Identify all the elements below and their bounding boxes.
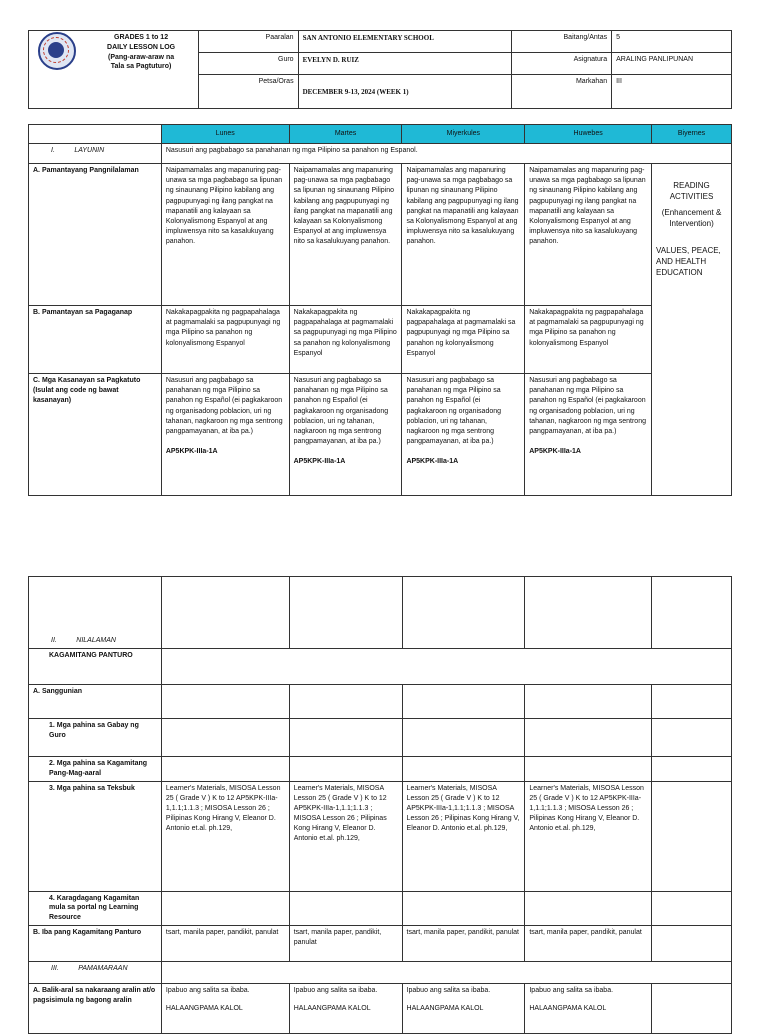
iba-label: B. Iba pang Kagamitang Panturo <box>29 925 162 961</box>
row-a-cell-martes: Naipamamalas ang mapanuring pag-unawa sa mga pagbabago sa lipunan ng sinaunang Pilipino kabilang ang pagpupunyagi ng ilang pangkat na mapanatili ang kalayaan sa Kolonyalismong Espanyol at ang impluwensya nito sa kasalukuyang panahon. <box>289 164 402 306</box>
balik-cell-martes <box>289 983 402 1033</box>
day-header-huwebes: Huwebes <box>525 125 652 144</box>
title-line-3: (Pang-araw-araw na <box>107 53 175 61</box>
baitang-label: Baitang/Antas <box>512 31 612 53</box>
lesson-table-page1 <box>28 124 732 496</box>
friday-line-5: VALUES, PEACE, <box>656 245 721 255</box>
row-b-label: B. Pamantayan sa Pagaganap <box>29 306 162 374</box>
friday-line-7: EDUCATION <box>656 268 703 278</box>
row-c-code: AP5KPK-IIIa-1A <box>529 447 581 455</box>
row-b-cell-martes: Nakakapagpakita ng pagpapahalaga at pagmamalaki sa pagpupunyagi ng mga Pilipino sa panahon ng kolonyalismong Espanyol <box>289 306 402 374</box>
layunin-label: I. LAYUNIN <box>29 144 162 164</box>
balik-scrambled: HALAANGPAMA KALOL <box>165 1005 243 1013</box>
guro-label: Guro <box>198 53 298 75</box>
balik-scrambled: HALAANGPAMA KALOL <box>293 1005 371 1013</box>
balik-text: Ipabuo ang salita sa ibaba. <box>529 986 614 994</box>
row-b-cell-miyerkules: Nakakapagpakita ng pagpapahalaga at pagmamalaki sa pagpupunyagi ng mga Pilipino sa panahon ng kolonyalismong Espanyol <box>402 306 525 374</box>
friday-line-3: (Enhancement & <box>661 207 722 217</box>
balik-cell-lunes <box>161 983 289 1033</box>
asignatura-label: Asignatura <box>512 53 612 75</box>
row-c-label: C. Mga Kasanayan sa Pagkatuto (Isulat ang code ng bawat kasanayan) <box>29 374 162 496</box>
row-b-cell-huwebes: Nakakapagpakita ng pagpapahalaga at pagmamalaki sa pagpupunyagi ng mga Pilipino sa panahon ng kolonyalismong Espanyol <box>525 306 652 374</box>
friday-notes <box>652 164 732 496</box>
nilalaman-label: II. NILALAMAN <box>29 577 162 649</box>
row-c-text: Nasusuri ang pagbabago sa panahanan ng mga Pilipino sa panahon ng Español (ei pagkakaroon ng organisadong poblacion, uri ng tahanan, nagkaroon ng mga sentrong pangpamayanan, at iba pa.) <box>529 377 646 435</box>
iba-cell-martes: tsart, manila paper, pandikit, panulat <box>289 925 402 961</box>
sanggunian-label: A. Sanggunian <box>29 685 162 719</box>
row-c-cell-miyerkules <box>402 374 525 496</box>
balik-scrambled: HALAANGPAMA KALOL <box>529 1005 607 1013</box>
kagamitan-label: KAGAMITANG PANTURO <box>29 649 162 685</box>
karagdagang-label: 4. Karagdagang Kagamitan mula sa portal ng Learning Resource <box>29 891 162 925</box>
title-line-2: DAILY LESSON LOG <box>107 43 176 51</box>
balik-cell-miyerkules <box>402 983 525 1033</box>
iba-cell-miyerkules: tsart, manila paper, pandikit, panulat <box>402 925 525 961</box>
asignatura-value: ARALING PANLIPUNAN <box>612 53 732 75</box>
row-c-code: AP5KPK-IIIa-1A <box>165 447 218 455</box>
friday-line-4: Intervention) <box>669 218 714 228</box>
row-c-text: Nasusuri ang pagbabago sa panahanan ng mga Pilipino sa panahon ng Español (ei pagkakaroon ng organisadong poblacion, uri ng tahanan, nagkaroon ng mga sentrong pangpamayanan, at iba pa.) <box>165 377 283 435</box>
pamamaraan-label: III. PAMAMARAAN <box>29 961 162 983</box>
gabay-label: 1. Mga pahina sa Gabay ng Guro <box>29 719 162 757</box>
teksbuk-label: 3. Mga pahina sa Teksbuk <box>29 781 162 891</box>
balik-scrambled: HALAANGPAMA KALOL <box>406 1005 484 1013</box>
row-c-cell-martes <box>289 374 402 496</box>
lesson-table-page2 <box>28 576 732 1034</box>
baitang-value: 5 <box>612 31 732 53</box>
day-header-martes: Martes <box>289 125 402 144</box>
title-line-1: GRADES 1 to 12 <box>114 34 169 41</box>
iba-cell-huwebes: tsart, manila paper, pandikit, panulat <box>525 925 652 961</box>
balik-text: Ipabuo ang salita sa ibaba. <box>165 986 250 994</box>
friday-line-2: ACTIVITIES <box>669 192 714 202</box>
row-b-cell-lunes: Nakakapagpakita ng pagpapahalaga at pagmamalaki sa pagpupunyagi ng mga Pilipino sa panahon ng kolonyalismong Espanyol <box>161 306 289 374</box>
row-c-cell-huwebes <box>525 374 652 496</box>
row-c-text: Nasusuri ang pagbabago sa panahanan ng mga Pilipino sa panahon ng Español (ei pagkakaroon ng organisadong poblacion, uri ng tahanan, nagkaroon ng mga sentrong pangpamayanan, at iba pa.) <box>406 377 502 445</box>
row-a-cell-huwebes: Naipamamalas ang mapanuring pag-unawa sa mga pagbabago sa lipunan ng sinaunang Pilipino kabilang ang pagpupunyagi ng ilang pangkat na mapanatili ang kalayaan sa Kolonyalismong Espanyol at ang impluwensya nito sa kasalukuyang panahon. <box>525 164 652 306</box>
teksbuk-cell-martes: Learner's Materials, MISOSA Lesson 25 ( Grade V ) K to 12 AP5KPK-IIIa-1,1.1;1.1.3 ; MISOSA Lesson 26 ; Pilipinas Kong Hirang V, Eleanor D. Antonio et.al. ph.129, <box>289 781 402 891</box>
dll-title <box>84 31 198 109</box>
day-header-miyerkules: Miyerkules <box>402 125 525 144</box>
row-a-cell-lunes: Naipamamalas ang mapanuring pag-unawa sa mga pagbabago sa lipunan ng sinaunang Pilipino kabilang ang pagpupunyagi ng ilang pangkat na mapanatili ang kalayaan sa Kolonyalismong Espanyol at ang impluwensya nito sa kasalukuyang panahon. <box>161 164 289 306</box>
paaralan-value: SAN ANTONIO ELEMENTARY SCHOOL <box>298 31 512 53</box>
day-header-lunes: Lunes <box>161 125 289 144</box>
balik-cell-huwebes <box>525 983 652 1033</box>
row-c-code: AP5KPK-IIIa-1A <box>293 458 346 466</box>
layunin-text: Nasusuri ang pagbabago sa panahanan ng mga Pilipino sa panahon ng Espanol. <box>161 144 731 164</box>
header-table <box>28 30 732 109</box>
row-c-cell-lunes <box>161 374 289 496</box>
balik-text: Ipabuo ang salita sa ibaba. <box>293 986 378 994</box>
guro-value: EVELYN D. RUIZ <box>298 53 512 75</box>
day-header-biyernes: Biyernes <box>652 125 732 144</box>
row-c-text: Nasusuri ang pagbabago sa panahanan ng mga Pilipino sa panahon ng Español (ei pagkakaroon ng organisadong poblacion, uri ng tahanan, nagkaroon ng mga sentrong pangpamayanan, at iba pa.) <box>293 377 389 445</box>
friday-line-6: AND HEALTH <box>656 257 707 267</box>
petsa-value: DECEMBER 9-13, 2024 (WEEK 1) <box>298 75 512 109</box>
kagamitan-aaral-label: 2. Mga pahina sa Kagamitang Pang-Mag-aaral <box>29 757 162 782</box>
iba-cell-lunes: tsart, manila paper, pandikit, panulat <box>161 925 289 961</box>
friday-line-1: READING <box>673 181 710 191</box>
balik-text: Ipabuo ang salita sa ibaba. <box>406 986 491 994</box>
markahan-label: Markahan <box>512 75 612 109</box>
balik-label: A. Balik-aral sa nakaraang aralin at/o pagsisimula ng bagong aralin <box>29 983 162 1033</box>
teksbuk-cell-lunes: Learner's Materials, MISOSA Lesson 25 ( Grade V ) K to 12 AP5KPK-IIIa-1,1.1;1.1.3 ; MISOSA Lesson 26 ; Pilipinas Kong Hirang V, Eleanor D. Antonio et.al. ph.129, <box>161 781 289 891</box>
title-line-4: Tala sa Pagtuturo) <box>110 63 172 71</box>
paaralan-label: Paaralan <box>198 31 298 53</box>
row-a-label: A. Pamantayang Pangnilalaman <box>29 164 162 306</box>
petsa-label: Petsa/Oras <box>198 75 298 109</box>
teksbuk-cell-miyerkules: Learner's Materials, MISOSA Lesson 25 ( Grade V ) K to 12 AP5KPK-IIIa-1,1.1;1.1.3 ; MISOSA Lesson 26 ; Pilipinas Kong Hirang V, Eleanor D. Antonio et.al. ph.129, <box>402 781 525 891</box>
teksbuk-cell-huwebes: Learner's Materials, MISOSA Lesson 25 ( Grade V ) K to 12 AP5KPK-IIIa-1,1.1;1.1.3 ; MISOSA Lesson 26 ; Pilipinas Kong Hirang V, Eleanor D. Antonio et.al. ph.129, <box>525 781 652 891</box>
markahan-value: III <box>612 75 732 109</box>
row-c-code: AP5KPK-IIIa-1A <box>406 458 459 466</box>
row-a-cell-miyerkules: Naipamamalas ang mapanuring pag-unawa sa mga pagbabago sa lipunan ng sinaunang Pilipino kabilang ang pagpupunyagi ng ilang pangkat na mapanatili ang kalayaan sa Kolonyalismong Espanyol at ang impluwensya nito sa kasalukuyang panahon. <box>402 164 525 306</box>
